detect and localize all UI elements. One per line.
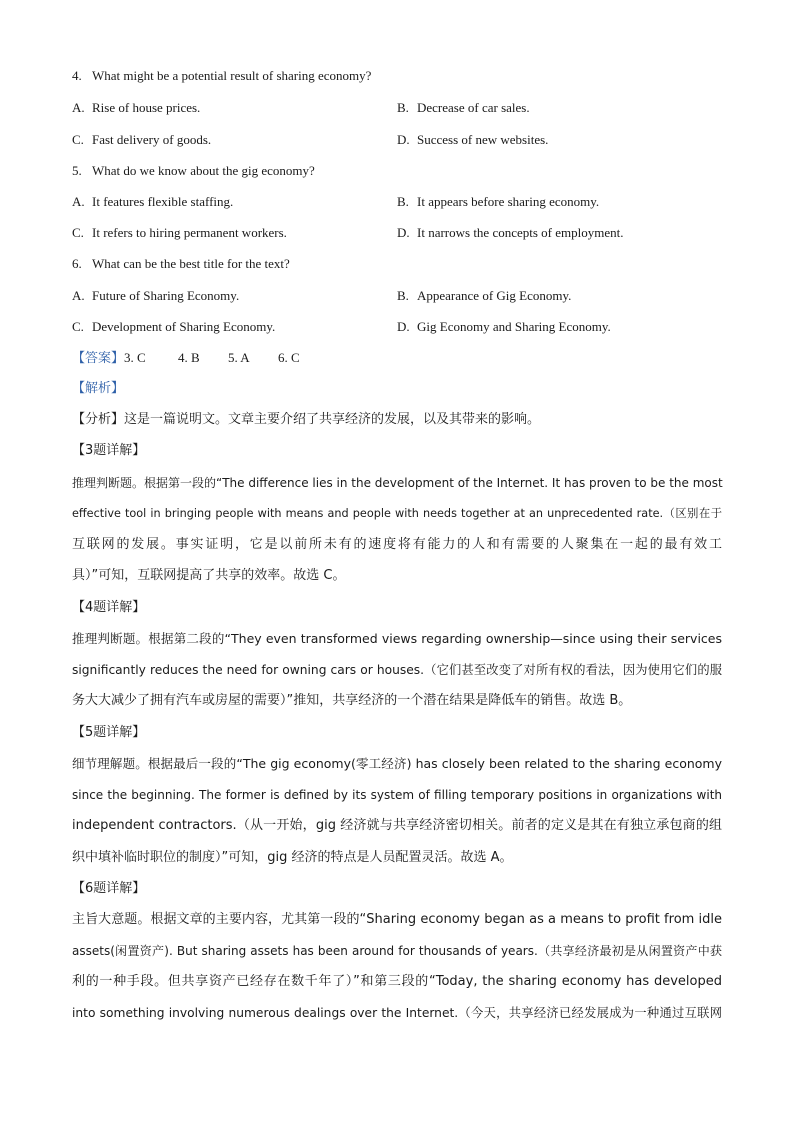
option-text: Fast delivery of goods. bbox=[92, 132, 212, 147]
detail-3-line: 具）”可知，互联网提高了共享的效率。故选 C。 bbox=[72, 568, 346, 583]
option-text: It refers to hiring permanent workers. bbox=[92, 225, 287, 240]
option-letter: C. bbox=[72, 132, 84, 147]
option-4d bbox=[397, 132, 548, 148]
option-letter: D. bbox=[397, 225, 410, 240]
analysis-tag: 【解析】 bbox=[72, 381, 125, 396]
option-5b bbox=[397, 194, 599, 210]
option-5a bbox=[72, 194, 233, 210]
option-letter: D. bbox=[397, 132, 410, 147]
detail-header-4: 【4题详解】 bbox=[72, 600, 146, 615]
question-number: 6. bbox=[72, 256, 82, 271]
option-5c bbox=[72, 225, 287, 241]
option-text: It appears before sharing economy. bbox=[417, 194, 600, 209]
option-text: It features flexible staffing. bbox=[92, 194, 234, 209]
detail-6-line: 主旨大意题。根据文章的主要内容，尤其第一段的“Sharing economy began as a means to profit from idle bbox=[72, 912, 722, 927]
detail-3-line: effective tool in bringing people with means and people with needs together at an unprecedented rate.（区别在于 bbox=[72, 507, 722, 520]
option-text: Future of Sharing Economy. bbox=[92, 288, 240, 303]
option-letter: A. bbox=[72, 194, 85, 209]
detail-5-line: 细节理解题。根据最后一段的“The gig economy(零工经济) has closely been related to the sharing economy bbox=[72, 756, 722, 771]
option-4b bbox=[397, 100, 530, 116]
option-letter: B. bbox=[397, 194, 409, 209]
option-letter: C. bbox=[72, 225, 84, 240]
detail-header-6: 【6题详解】 bbox=[72, 881, 146, 896]
detail-6-line: into something involving numerous dealings over the Internet.（今天，共享经济已经发展成为一种通过互联网 bbox=[72, 1006, 722, 1020]
question-text: What might be a potential result of sharing economy? bbox=[92, 68, 372, 83]
option-text: Gig Economy and Sharing Economy. bbox=[417, 319, 611, 334]
option-6c bbox=[72, 319, 275, 335]
detail-header-3: 【3题详解】 bbox=[72, 443, 146, 458]
detail-3-line: 互联网的发展。事实证明，它是以前所未有的速度将有能力的人和有需要的人聚集在一起的最有效工 bbox=[72, 537, 722, 552]
detail-4-line: 推理判断题。根据第二段的“They even transformed views regarding ownership—since using their services bbox=[72, 631, 722, 646]
summary-text: 【分析】这是一篇说明文。文章主要介绍了共享经济的发展，以及其带来的影响。 bbox=[72, 412, 541, 427]
option-6d bbox=[397, 319, 611, 335]
answer-item: 5. A bbox=[228, 350, 250, 365]
option-letter: B. bbox=[397, 288, 409, 303]
question-4 bbox=[72, 68, 371, 84]
detail-header-5: 【5题详解】 bbox=[72, 725, 146, 740]
option-letter: C. bbox=[72, 319, 84, 334]
question-text: What do we know about the gig economy? bbox=[92, 163, 315, 178]
detail-5-line: independent contractors.（从一开始，gig 经济就与共享经济密切相关。前者的定义是其在有独立承包商的组 bbox=[72, 818, 722, 833]
question-5 bbox=[72, 163, 315, 179]
option-text: It narrows the concepts of employment. bbox=[417, 225, 624, 240]
answer-line bbox=[72, 350, 318, 367]
detail-3-line: 推理判断题。根据第一段的“The difference lies in the development of the Internet. It has proven to be the most bbox=[72, 476, 723, 490]
detail-6-line: 利的一种手段。但共享资产已经存在数千年了）”和第三段的“Today, the sharing economy has developed bbox=[72, 974, 722, 989]
option-text: Rise of house prices. bbox=[92, 100, 201, 115]
detail-4-line: 务大大减少了拥有汽车或房屋的需要）”推知，共享经济的一个潜在结果是降低车的销售。故选 B。 bbox=[72, 693, 632, 708]
option-text: Appearance of Gig Economy. bbox=[417, 288, 572, 303]
question-number: 4. bbox=[72, 68, 82, 83]
question-text: What can be the best title for the text? bbox=[92, 256, 290, 271]
detail-4-line: significantly reduces the need for owning cars or houses.（它们甚至改变了对所有权的看法，因为使用它们的服 bbox=[72, 663, 722, 677]
answer-item: 6. C bbox=[278, 350, 300, 365]
answer-item: 3. C bbox=[124, 350, 146, 365]
detail-5-line: since the beginning. The former is defined by its system of filling temporary positions in organizations with bbox=[72, 788, 722, 802]
option-letter: D. bbox=[397, 319, 410, 334]
option-6b bbox=[397, 288, 571, 304]
option-letter: A. bbox=[72, 100, 85, 115]
question-number: 5. bbox=[72, 163, 82, 178]
option-5d bbox=[397, 225, 624, 241]
option-6a bbox=[72, 288, 239, 304]
option-text: Development of Sharing Economy. bbox=[92, 319, 276, 334]
answer-tag: 【答案】 bbox=[72, 351, 125, 366]
detail-6-line: assets(闲置资产). But sharing assets has been around for thousands of years.（共享经济最初是从闲置资产中获 bbox=[72, 944, 722, 958]
question-6 bbox=[72, 256, 290, 272]
option-text: Decrease of car sales. bbox=[417, 100, 530, 115]
option-letter: A. bbox=[72, 288, 85, 303]
option-4c bbox=[72, 132, 211, 148]
option-letter: B. bbox=[397, 100, 409, 115]
option-text: Success of new websites. bbox=[417, 132, 549, 147]
answer-item: 4. B bbox=[178, 350, 200, 365]
detail-5-line: 织中填补临时职位的制度）”可知，gig 经济的特点是人员配置灵活。故选 A。 bbox=[72, 850, 513, 865]
option-4a bbox=[72, 100, 200, 116]
